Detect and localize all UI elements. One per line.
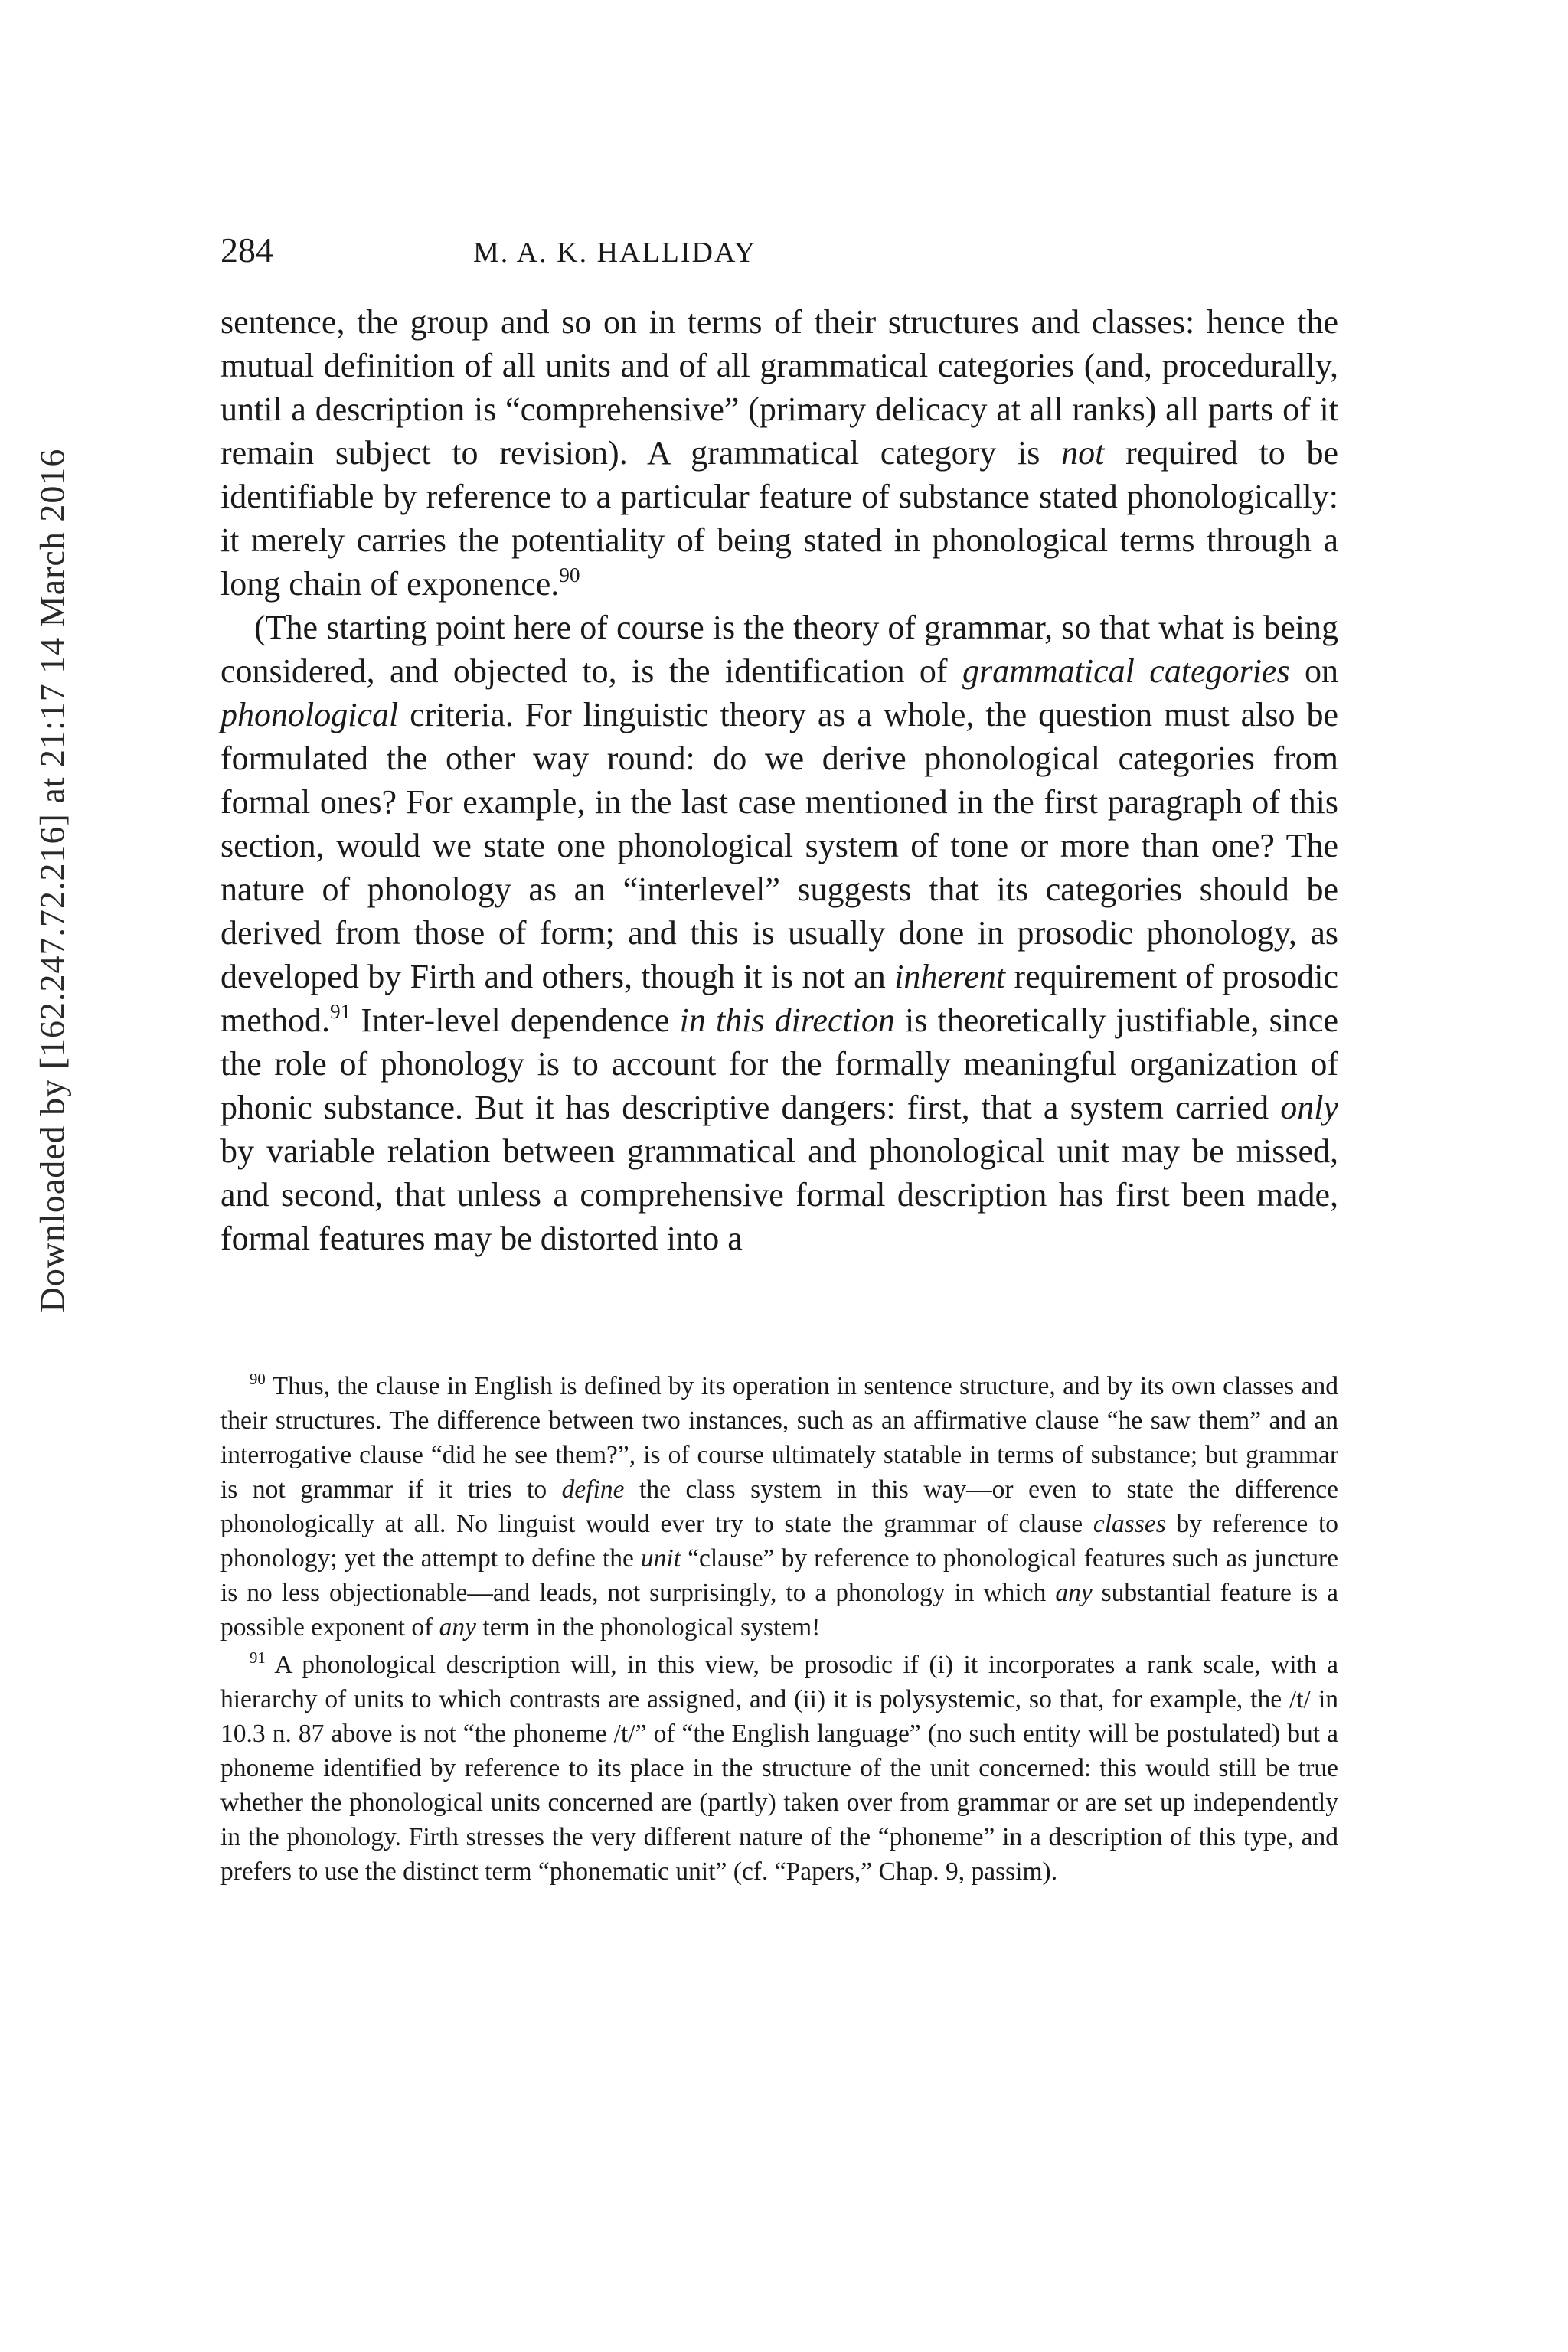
paragraph-1: sentence, the group and so on in terms of their structures and classes: hence the mutual definition of all units and of all grammatical categories (and, procedurally, until a description is “comprehensive” (primary delicacy at all ranks) all parts of it remain subject to revision). A grammatical category is not required to be identifiable by reference to a particular feature of substance stated phonologically: it merely carries the potentiality of being stated in phonological terms through a long chain of exponence.$^{90}$ bbox=[220, 303, 1339, 603]
emphasis-grammatical-categories: grammatical categories bbox=[962, 652, 1290, 690]
emphasis-in-this-direction: in this direction bbox=[679, 1001, 895, 1039]
watermark-text: Downloaded by [162.247.72.216] at 21:17 14 March 2016 bbox=[32, 448, 72, 1313]
footnote-ref-90: 90 bbox=[559, 563, 580, 586]
footnotes bbox=[220, 1369, 1338, 1892]
emphasis-phonological: phonological bbox=[220, 696, 399, 733]
footnote-91: $^{91}$ A phonological description will, in this view, be prosodic if (i) it incorporates a rank scale, with a hierarchy of units to which contrasts are assigned, and (ii) it is polysystemic, so that, for example, the /t/ in 10.3 n. 87 above is not “the phoneme /t/” of “the English language” (no such entity will be postulated) but a phoneme identified by reference to its place in the structure of the unit concerned: this would still be true whether the phonological units concerned are (partly) taken over from grammar or are set up independently in the phonology. Firth stresses the very different nature of the “phoneme” in a description of this type, and prefers to use the distinct term “phonematic unit” (cf. “Papers,” Chap. 9, passim). bbox=[220, 1648, 1338, 1886]
footnote-number-91: 91 bbox=[250, 1648, 266, 1667]
emphasis-only: only bbox=[1280, 1089, 1338, 1126]
page-number: 284 bbox=[220, 230, 273, 270]
emphasis-not: not bbox=[1061, 434, 1105, 472]
footnote-number-90: 90 bbox=[250, 1370, 266, 1388]
footnote-ref-91: 91 bbox=[329, 999, 351, 1023]
footnote-90: $^{90}$ Thus, the clause in English is defined by its operation in sentence structure, and by its own classes and their structures. The difference between two instances, such as an affirmative clause “he saw them” and an interrogative clause “did he see them?”, is of course ultimately statable in terms of substance; but grammar is not grammar if it tries to define the class system in this way—or even to state the difference phonologically at all. No linguist would ever try to state the grammar of clause classes by reference to phonology; yet the attempt to define the unit “clause” by reference to phonological features such as juncture is no less objectionable—and leads, not surprisingly, to a phonology in which any substantial feature is a possible exponent of any term in the phonological system! bbox=[220, 1370, 1339, 1642]
main-text bbox=[220, 300, 1338, 1260]
paragraph-2: (The starting point here of course is the theory of grammar, so that what is being considered, and objected to, is the identification of grammatical categories on phonological criteria. For linguistic theory as a whole, the question must also be formulated the other way round: do we derive phonological categories from formal ones? For example, in the last case mentioned in the first paragraph of this section, would we state one phonological system of tone or more than one? The nature of phonology as an “interlevel” suggests that its categories should be derived from those of form; and this is usually done in prosodic phonology, as developed by Firth and others, though it is not an inherent requirement of prosodic method.$^{91}$ Inter-level dependence in this direction is theoretically justifiable, since the role of phonology is to account for the formally meaningful organization of phonic substance. But it has descriptive dangers: first, that a system carried only by variable relation between grammatical and phonological unit may be missed, and second, that unless a comprehensive formal description has first been made, formal features may be distorted into a bbox=[220, 609, 1339, 1257]
running-head: M. A. K. HALLIDAY bbox=[473, 237, 757, 269]
emphasis-inherent: inherent bbox=[894, 958, 1006, 995]
page-header bbox=[220, 230, 1338, 276]
